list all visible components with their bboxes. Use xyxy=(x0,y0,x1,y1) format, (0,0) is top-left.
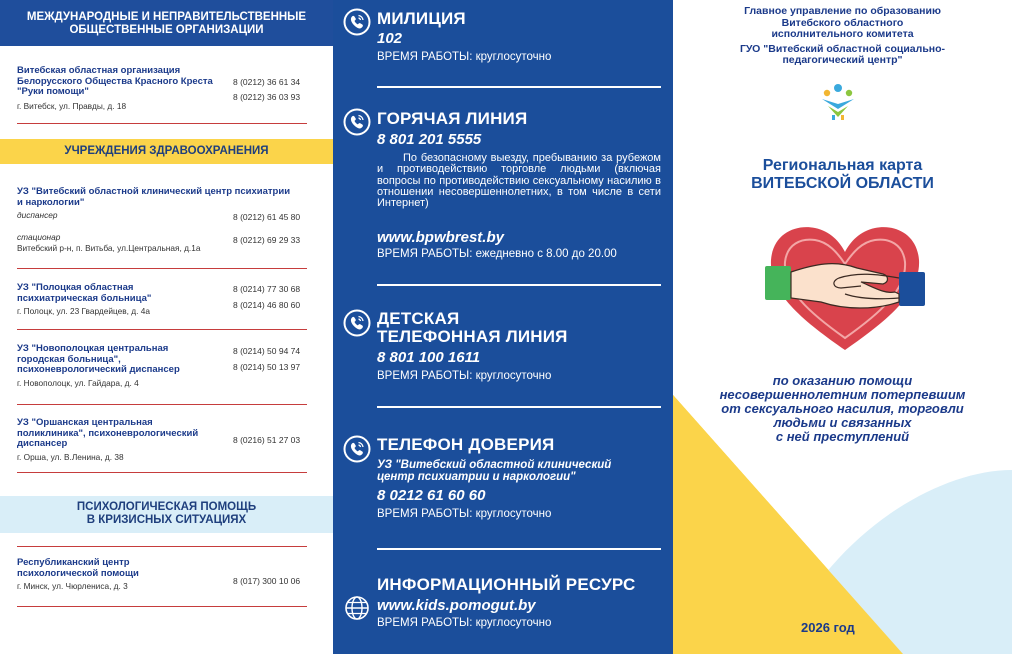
divider xyxy=(17,404,307,405)
org-entry-republican-center: Республиканский центр психологической помощи г. Минск, ул. Чюрлениса, д. 3 xyxy=(17,557,139,591)
phone-number: 8 (0212) 36 61 34 xyxy=(233,77,301,87)
service-hours-police: ВРЕМЯ РАБОТЫ: круглосуточно xyxy=(377,51,552,63)
phone-icon xyxy=(343,108,371,136)
service-hours-trust: ВРЕМЯ РАБОТЫ: круглосуточно xyxy=(377,508,552,520)
service-title-trust: ТЕЛЕФОН ДОВЕРИЯ xyxy=(377,435,555,454)
divider xyxy=(377,284,661,286)
service-title-police: МИЛИЦИЯ xyxy=(377,9,466,28)
org-entry-novopolotsk-hospital: УЗ "Новополоцкая центральная городская больница", психоневрологический диспансер г. Новополоцк, ул. Гайдара, д. 4 xyxy=(17,343,180,388)
phone-number: 8 (017) 300 10 06 xyxy=(233,576,301,586)
right-panel xyxy=(673,0,1012,654)
phone-number: 8 (0214) 77 30 68 xyxy=(233,284,301,294)
service-hours-hotline: ВРЕМЯ РАБОТЫ: ежедневно с 8.00 до 20.00 xyxy=(377,248,617,260)
organization-header: Главное управление по образованию Витебского областного исполнительного комитета ГУО "Витебский областной социально- педагогический центр" xyxy=(739,5,946,66)
phone-number: 8 (0212) 36 03 93 xyxy=(233,92,301,102)
divider xyxy=(17,329,307,330)
brochure-subtitle: по оказанию помощи несовершеннолетним потерпевшим от сексуального насилия, торговли людьми и связанных с ней преступлений xyxy=(719,373,966,444)
service-number-children: 8 801 100 1611 xyxy=(377,349,481,366)
left-panel xyxy=(0,0,333,654)
service-title-info: ИНФОРМАЦИОННЫЙ РЕСУРС xyxy=(377,575,636,594)
org-entry-orsha-clinic: УЗ "Оршанская центральная поликлиника", психоневрологический диспансер г. Орша, ул. В.Ленина, д. 38 xyxy=(17,417,199,462)
service-number-police: 102 xyxy=(377,30,403,47)
divider xyxy=(377,86,661,88)
service-number-trust: 8 0212 61 60 60 xyxy=(377,487,486,504)
divider xyxy=(17,606,307,607)
service-number-hotline: 8 801 201 5555 xyxy=(377,131,482,148)
phone-number: 8 (0214) 50 13 97 xyxy=(233,362,301,372)
phone-icon xyxy=(343,435,371,463)
section-heading-international: МЕЖДУНАРОДНЫЕ И НЕПРАВИТЕЛЬСТВЕННЫЕ ОБЩЕСТВЕННЫЕ ОРГАНИЗАЦИИ xyxy=(0,0,333,46)
phone-number: 8 (0212) 69 29 33 xyxy=(233,235,301,245)
service-title-hotline: ГОРЯЧАЯ ЛИНИЯ xyxy=(377,109,528,128)
service-description-hotline: По безопасному выезду, пребыванию за рубежом и противодействию торговле людьми (включая вопросы по противодействию сексуальному насилию в отношении несовершеннолетних, в том числе в сети Интернет) xyxy=(377,152,661,210)
org-entry-polotsk-hospital: УЗ "Полоцкая областная психиатрическая больница" г. Полоцк, ул. 23 Гвардейцев, д. 4а xyxy=(17,282,152,316)
phone-icon xyxy=(343,8,371,36)
brochure-title: Региональная карта ВИТЕБСКОЙ ОБЛАСТИ xyxy=(751,157,934,192)
service-title-children: ДЕТСКАЯ ТЕЛЕФОННАЯ ЛИНИЯ xyxy=(377,309,568,346)
middle-panel xyxy=(333,0,673,654)
phone-number: 8 (0214) 50 94 74 xyxy=(233,346,301,356)
phone-icon xyxy=(343,309,371,337)
service-hours-info: ВРЕМЯ РАБОТЫ: круглосуточно xyxy=(377,617,552,629)
heart-handshake-icon xyxy=(765,222,925,354)
divider xyxy=(17,546,307,547)
divider xyxy=(17,268,307,269)
divider xyxy=(17,123,307,124)
service-hours-children: ВРЕМЯ РАБОТЫ: круглосуточно xyxy=(377,370,552,382)
publication-year: 2026 год xyxy=(801,620,855,635)
divider xyxy=(377,548,661,550)
website-link-hotline[interactable]: www.bpwbrest.by xyxy=(377,229,504,246)
section-heading-healthcare: УЧРЕЖДЕНИЯ ЗДРАВООХРАНЕНИЯ xyxy=(0,139,333,164)
phone-number: 8 (0212) 61 45 80 xyxy=(233,212,301,222)
globe-icon xyxy=(343,594,371,622)
service-org-trust: УЗ "Витебский областной клинический центр психиатрии и наркологии" xyxy=(377,459,612,483)
org-entry-vitebsk-psychiatry: УЗ "Витебский областной клинический центр психиатрии и наркологии" диспансер стационар Витебский р-н, п. Витьба, ул.Центральная, д.1а xyxy=(17,186,291,253)
phone-number: 8 (0214) 46 80 60 xyxy=(233,300,301,310)
divider xyxy=(17,472,307,473)
section-heading-psych: ПСИХОЛОГИЧЕСКАЯ ПОМОЩЬ В КРИЗИСНЫХ СИТУАЦИЯХ xyxy=(0,496,333,533)
divider xyxy=(377,406,661,408)
logo-icon xyxy=(819,82,857,120)
website-link-info[interactable]: www.kids.pomogut.by xyxy=(377,597,536,614)
org-entry-red-cross: Витебская областная организация Белорусского Общества Красного Креста "Руки помощи" г. Витебск, ул. Правды, д. 18 xyxy=(17,65,213,111)
phone-number: 8 (0216) 51 27 03 xyxy=(233,435,301,445)
